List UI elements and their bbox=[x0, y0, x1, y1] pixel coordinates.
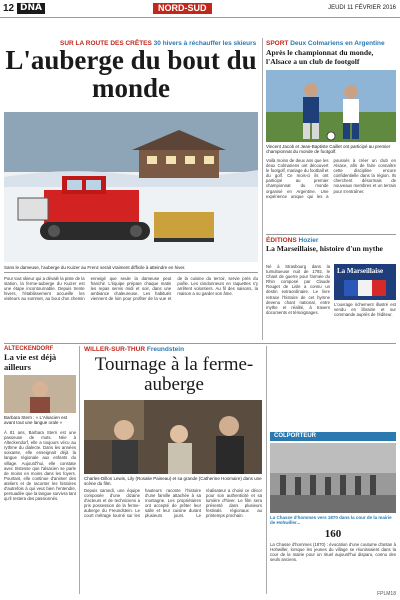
main-photo-caption: Sans le dameuse, l'auberge du Kuizer au Frenz serait vraiment difficile à atteindre en hiver. bbox=[4, 265, 186, 270]
alt-photo-caption: Barbara Stern : « L'Alsacien est avant tout une langue orale » bbox=[4, 415, 68, 425]
willer-kicker bbox=[84, 346, 284, 353]
newspaper-logo: DNA bbox=[17, 3, 45, 14]
footgolf-players-illustration bbox=[266, 70, 396, 142]
column-divider bbox=[266, 346, 267, 594]
historic-photo-illustration bbox=[270, 443, 396, 513]
column-divider bbox=[262, 38, 263, 340]
book-cover-title: La Marseillaise bbox=[337, 267, 384, 275]
section-badge: NORD-SUD bbox=[153, 3, 212, 14]
colporteur-photo bbox=[270, 443, 396, 513]
editions-body-right: L'ouvrage richement illustré est vendu en librairie et sur commande auprès de l'éditeur. bbox=[334, 302, 396, 318]
footer-code: FPLM18 bbox=[377, 591, 396, 597]
kitchen-scene-illustration bbox=[84, 400, 262, 474]
alt-photo bbox=[4, 375, 76, 413]
willer-headline: Tournage à la ferme-auberge bbox=[94, 354, 254, 395]
editions-kicker-label: ÉDITIONS bbox=[266, 237, 297, 244]
side-kicker-sub: Deux Colmariens en Argentine bbox=[290, 40, 385, 47]
willer-photo-caption: Charles-Dillon Lewis, Lily (Rosalie Paineau) et sa grande (Catherine Hosmaire) dans une scène du film. bbox=[84, 476, 262, 486]
side-headline: Après le championnat du monde, l'Alsace a un club de footgolf bbox=[266, 48, 374, 66]
book-cover bbox=[334, 264, 396, 300]
flag-illustration bbox=[334, 264, 396, 300]
issue-date: JEUDI 11 FÉVRIER 2016 bbox=[328, 5, 396, 11]
main-kicker-label: SUR LA ROUTE DES CRÊTES bbox=[60, 40, 152, 47]
divider bbox=[4, 343, 396, 344]
editions-kicker-sub: Hozier bbox=[298, 237, 319, 244]
portrait-illustration bbox=[4, 375, 76, 413]
side-article-body: Voilà moins de deux ans que les deux Colmariens ont découvert le footgolf, mariage du football et du golf. Ce mois-ci ils ont participé au premier championnat du monde organisé en Argentine. Une expérience unique qui les a poussés à créer un club en Alsace, afin de faire connaître cette discipline encore confidentielle dans la région. Ils cherchent désormais de nouveaux membres et un terrain pour s'entraîner. bbox=[266, 158, 396, 199]
editions-body-left: Né à Strasbourg dans la tumultueuse nuit de 1792, le Chant de guerre pour l'armée du Rhin composé par Claude Rouget de Lisle a connu un destin extraordinaire. Le livre retrace l'histoire de cet hymne devenu chant national, entre mythe et réalité, à travers documents et témoignages. bbox=[266, 264, 330, 315]
alt-kicker: ALTECKENDORF bbox=[4, 346, 54, 352]
alt-headline: La vie est déjà ailleurs bbox=[4, 352, 57, 372]
main-headline: L'auberge du bout du monde bbox=[5, 45, 257, 103]
main-photo bbox=[4, 112, 258, 262]
divider bbox=[4, 272, 258, 273]
column-divider bbox=[79, 346, 80, 594]
willer-kicker-sub: Freundstein bbox=[146, 346, 185, 353]
side-kicker-label: SPORT bbox=[266, 40, 289, 47]
colporteur-label: COLPORTEUR bbox=[274, 433, 316, 439]
willer-article-body: Depuis samedi, une équipe composée d'une dizaine d'acteurs et de techniciens a pris possession de la ferme-auberge du Freundstein. Le court métrage tourné sur les hauteurs raconte l'histoire d'une famille attachée à sa montagne. Les propriétaires ont accepté de prêter leur salle et leur cuisine durant plusieurs jours. Le réalisateur a choisi ce décor pour son authenticité et sa lumière d'hiver. Le film sera présenté dans plusieurs festivals régionaux au printemps prochain. bbox=[84, 488, 262, 519]
divider bbox=[266, 234, 396, 235]
snow-groomer-illustration bbox=[4, 112, 258, 262]
page-number: 12 bbox=[3, 3, 15, 14]
page-header bbox=[0, 0, 400, 18]
side-kicker bbox=[266, 40, 396, 47]
side-photo-caption: Vincent Jacob et Jean-Baptiste Caillet ont participé au premier championnat du monde de footgolf. bbox=[266, 144, 391, 154]
main-article-body: Pour tout skieur qui a dévalé la piste de la station, la ferme-auberge du Kuizer est une étape incontournable. Depuis trente hivers, l'établissement accueille les visiteurs au sommet, au bout d'un chemin enneigé que seule la dameuse peut franchir. L'équipe prépare chaque matin les repas servis midi et soir, dans une ambiance chaleureuse. Les habitués viennent de loin pour profiter de la vue et de la cuisine du terroir, servie près du poêle. Les randonneurs en raquettes s'y arrêtent volontiers. Au fil des saisons, la maison a su garder son âme. bbox=[4, 276, 258, 302]
willer-kicker-label: WILLER-SUR-THUR bbox=[84, 346, 146, 353]
editions-headline: La Marseillaise, histoire d'un mythe bbox=[266, 244, 383, 253]
colporteur-number: 160 bbox=[324, 528, 342, 540]
alt-article-body: À 81 ans, Barbara Stern est une passeuse de mots. Née à Alteckendorf, elle a toujours vécu au rythme du dialecte. Dans les années soixante, elle enseignait déjà la langue régionale aux enfants du village. Aujourd'hui, elle constate avec tristesse que l'alsacien se parle de moins en moins dans les foyers. Pourtant, elle continue d'animer des ateliers et de raconter les histoires d'autrefois à qui veut bien l'entendre, persuadée que la langue survivra tant qu'il restera des passionnés. bbox=[4, 430, 76, 502]
colporteur-caption: La Chasse d'hommes vers 1870 dans la cour de la mairie de Hohwiller... bbox=[270, 515, 392, 525]
side-photo bbox=[266, 70, 396, 142]
editions-kicker bbox=[266, 237, 396, 244]
colporteur-banner bbox=[270, 432, 396, 441]
colporteur-body: La Chasse d'hommes (1870) : évocation d'une coutume d'antan à Hohwiller, lorsque les jeunes du village se réunissaient dans la cour de la mairie pour un rituel aujourd'hui disparu, connu des seuls anciens. bbox=[270, 542, 396, 563]
willer-photo bbox=[84, 400, 262, 474]
main-kicker-sub: 30 hivers à réchauffer les skieurs bbox=[153, 40, 257, 47]
